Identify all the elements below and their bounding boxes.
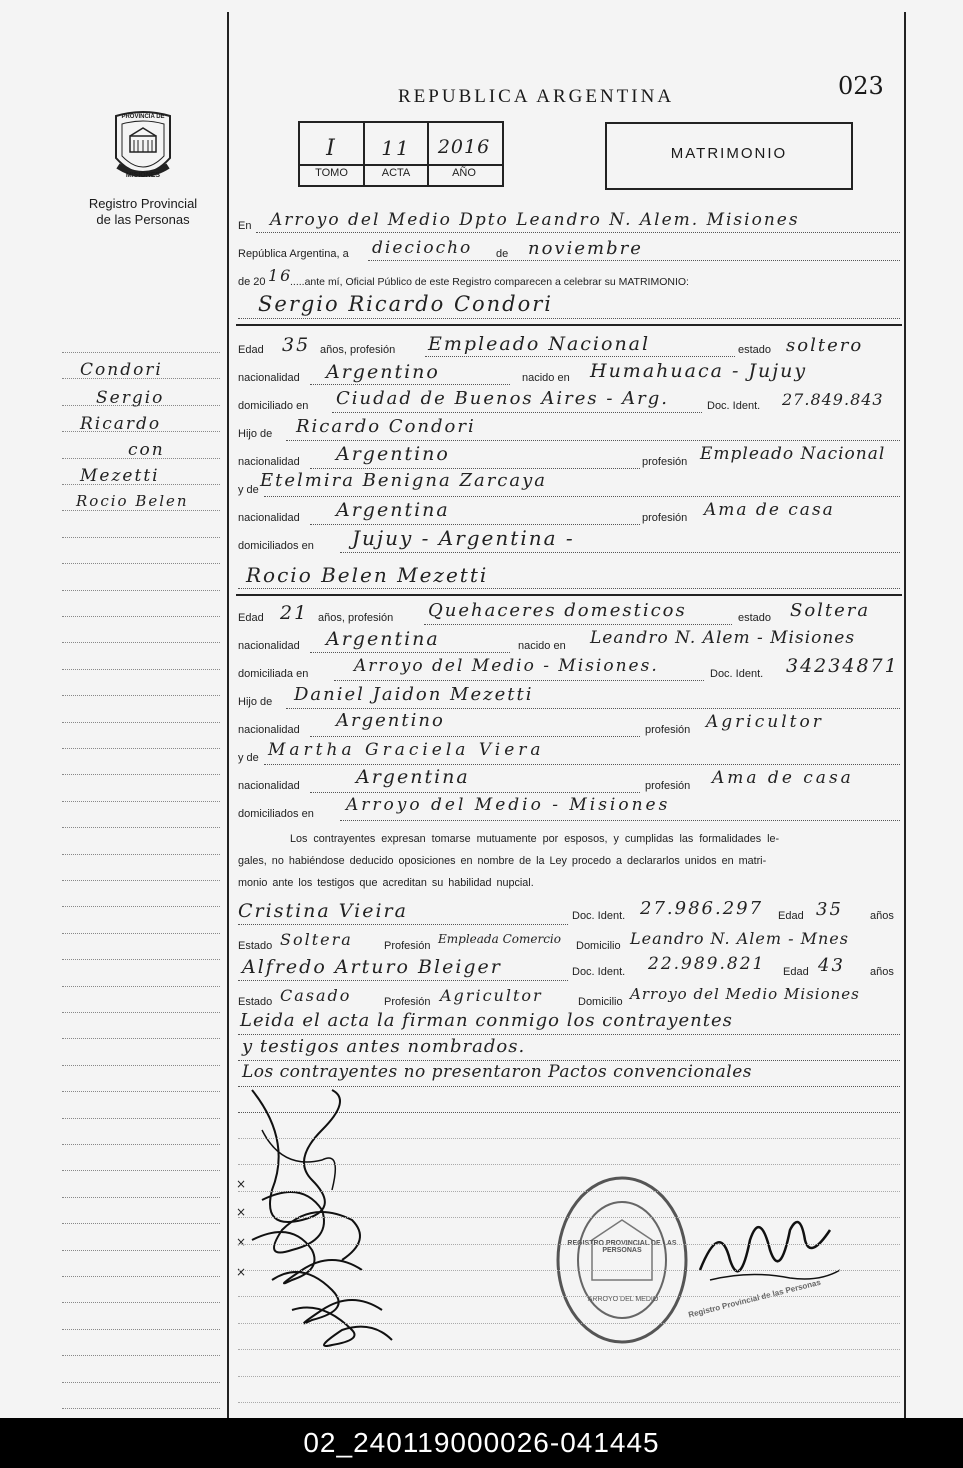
ruled-line <box>238 1270 900 1271</box>
footer-code: 02_240119000026-041445 <box>0 1418 963 1468</box>
witness2-domicilio-label: Domicilio <box>578 996 623 1008</box>
witness2-name: Alfredo Arturo Bleiger <box>242 956 502 978</box>
witness1-edad-label: Edad <box>778 910 804 922</box>
registry-name-line2: de las Personas <box>96 212 190 227</box>
margin-ruled-line <box>62 563 220 564</box>
witness1-doc: 27.986.297 <box>640 898 764 919</box>
margin-ruled-line <box>62 1382 220 1383</box>
ruled-line <box>238 1217 900 1218</box>
groom-parents-domicile-label: domiciliados en <box>238 540 314 552</box>
margin-ruled-line <box>62 695 220 696</box>
place-value: Arroyo del Medio Dpto Leandro N. Alem. Misiones <box>270 210 800 230</box>
witness2-domicile: Arroyo del Medio Misiones <box>630 985 860 1003</box>
witness2-civil-status: Casado <box>280 986 352 1005</box>
left-border-line <box>227 12 229 1418</box>
country-title: REPUBLICA ARGENTINA <box>398 86 675 107</box>
margin-ruled-line <box>62 880 220 881</box>
margin-ruled-line <box>62 774 220 775</box>
groom-mother-nationality: Argentina <box>336 499 450 521</box>
ruled-line <box>238 1402 900 1403</box>
margin-note-line6: Rocio Belen <box>76 492 189 510</box>
margin-ruled-line <box>62 1329 220 1330</box>
groom-profession-line <box>425 356 735 357</box>
witness1-profession: Empleada Comercio <box>438 932 561 946</box>
margin-ruled-line <box>62 642 220 643</box>
bride-father-nat-line <box>310 736 640 737</box>
bride-section-rule <box>236 594 902 596</box>
bride-name-line <box>238 588 900 589</box>
witness1-age: 35 <box>816 899 843 920</box>
groom-father-profession: Empleado Nacional <box>700 444 886 464</box>
groom-nacionalidad-label: nacionalidad <box>238 372 300 384</box>
groom-profesion-label: años, profesión <box>320 344 396 356</box>
svg-text:×: × <box>236 1205 247 1219</box>
ruled-line <box>238 1323 900 1324</box>
bride-doc-label: Doc. Ident. <box>710 668 764 680</box>
signatures-scribble <box>232 1070 412 1360</box>
bride-nacionalidad-label: nacionalidad <box>238 640 300 652</box>
margin-ruled-line <box>62 1118 220 1119</box>
margin-ruled-line <box>62 748 220 749</box>
witness2-estado-label: Estado <box>238 996 273 1008</box>
margin-ruled-line <box>62 1170 220 1171</box>
margin-ruled-line <box>62 933 220 934</box>
tomo-label: TOMO <box>315 167 348 179</box>
witness1-profesion-label: Profesión <box>384 940 431 952</box>
margin-ruled-line <box>62 669 220 670</box>
margin-ruled-line <box>62 616 220 617</box>
witness1-domicile: Leandro N. Alem - Mnes <box>630 929 849 948</box>
bride-profession: Quehaceres domesticos <box>428 600 687 621</box>
ruled-line <box>238 1138 900 1139</box>
bride-birthplace: Leandro N. Alem - Misiones <box>590 628 856 648</box>
bride-name: Rocio Belen Mezetti <box>246 563 489 587</box>
bride-yde-label: y de <box>238 752 259 764</box>
bride-nationality: Argentina <box>326 628 440 650</box>
bride-edad-label: Edad <box>238 612 264 624</box>
ruled-line <box>238 1376 900 1377</box>
svg-text:×: × <box>236 1177 247 1191</box>
official-stamp-text: Registro Provincial de las Personas <box>687 1277 822 1320</box>
margin-ruled-line <box>62 590 220 591</box>
groom-domicile: Ciudad de Buenos Aires - Arg. <box>336 388 670 409</box>
bride-mother-line <box>264 764 900 765</box>
groom-father-line <box>286 440 900 441</box>
groom-birthplace: Humahuaca - Jujuy <box>590 360 808 382</box>
bride-domicile: Arroyo del Medio - Misiones. <box>354 656 659 676</box>
opening-statement: .....ante mí, Oficial Público de este Registro comparecen a celebrar su MATRIMONIO: <box>290 276 689 288</box>
witness1-estado-label: Estado <box>238 940 273 952</box>
witness1-doc-label: Doc. Ident. <box>572 910 626 922</box>
bride-hijo-label: Hijo de <box>238 696 273 708</box>
groom-mother-nat-line <box>310 524 640 525</box>
ruled-line <box>238 1164 900 1165</box>
ruled-line <box>238 1244 900 1245</box>
closing-line2: y testigos antes nombrados. <box>242 1036 526 1057</box>
margin-ruled-line <box>62 1012 220 1013</box>
bride-parents-domicile-label: domiciliados en <box>238 808 314 820</box>
ano-label: AÑO <box>452 167 476 179</box>
witness1-name-line <box>238 924 568 925</box>
margin-ruled-line <box>62 1355 220 1356</box>
witness1-civil-status: Soltera <box>280 930 353 949</box>
groom-parents-domicile: Jujuy - Argentina - <box>352 526 575 550</box>
margin-ruled-line <box>62 1197 220 1198</box>
witness2-profession: Agricultor <box>440 986 543 1005</box>
bride-father-prof-label: profesión <box>645 724 691 736</box>
groom-father-nationality: Argentino <box>336 443 450 465</box>
bride-nacido-label: nacido en <box>518 640 566 652</box>
de-label: de <box>496 248 509 260</box>
groom-civil-status: soltero <box>786 335 864 356</box>
witness2-edad-label: Edad <box>783 966 809 978</box>
margin-note-line3: Ricardo <box>80 414 162 434</box>
margin-ruled-line <box>62 510 220 511</box>
bride-civil-status: Soltera <box>790 600 871 621</box>
bride-mother-nat-label: nacionalidad <box>238 780 300 792</box>
margin-ruled-line <box>62 1302 220 1303</box>
bride-father-nat-label: nacionalidad <box>238 724 300 736</box>
margin-ruled-line <box>62 1144 220 1145</box>
bride-estado-label: estado <box>738 612 772 624</box>
ruled-line <box>238 1191 900 1192</box>
margin-ruled-line <box>62 1091 220 1092</box>
groom-doc-label: Doc. Ident. <box>707 400 761 412</box>
groom-father-nat-label: nacionalidad <box>238 456 300 468</box>
witness2-doc-label: Doc. Ident. <box>572 966 626 978</box>
groom-edad-label: Edad <box>238 344 264 356</box>
month-value: noviembre <box>528 238 643 259</box>
bride-parents-domicile: Arroyo del Medio - Misiones <box>346 795 671 815</box>
bride-domicile-line <box>334 680 704 681</box>
groom-hijo-label: Hijo de <box>238 428 273 440</box>
margin-ruled-line <box>62 854 220 855</box>
margin-ruled-line <box>62 959 220 960</box>
groom-mother-nat-label: nacionalidad <box>238 512 300 524</box>
groom-father-prof-label: profesión <box>642 456 688 468</box>
year-prefix: de 20 <box>238 276 266 288</box>
day-value: dieciocho <box>372 238 473 258</box>
witness2-anos-label: años <box>870 966 894 978</box>
groom-section-rule <box>236 324 902 326</box>
stamp-center-text: ARROYO DEL MEDIO <box>587 1296 659 1303</box>
margin-ruled-line <box>62 986 220 987</box>
closing-line1: Leida el acta la firman conmigo los contrayentes <box>240 1010 733 1031</box>
bride-nationality-line <box>310 652 510 653</box>
closing-line-rule <box>238 1060 900 1061</box>
margin-ruled-line <box>62 906 220 907</box>
bride-profesion-label: años, profesión <box>318 612 394 624</box>
ano-value: 2016 <box>437 136 491 158</box>
margin-ruled-line <box>62 1038 220 1039</box>
margin-note-line2: Sergio <box>96 388 165 408</box>
groom-mother-line <box>264 496 900 497</box>
acta-value: 11 <box>381 136 411 160</box>
groom-name: Sergio Ricardo Condori <box>258 292 554 316</box>
bride-parents-domicile-line <box>340 820 900 821</box>
declaration-line3: monio ante los testigos que acreditan su habilidad nupcial. <box>238 877 534 889</box>
ruled-line <box>238 1349 900 1350</box>
svg-text:×: × <box>236 1235 247 1249</box>
groom-mother-prof-label: profesión <box>642 512 688 524</box>
margin-ruled-line <box>62 1065 220 1066</box>
bride-father-profession: Agricultor <box>706 712 824 732</box>
margin-note-line4: con <box>128 440 165 460</box>
margin-ruled-line <box>62 1276 220 1277</box>
margin-ruled-line <box>62 1250 220 1251</box>
groom-age: 35 <box>282 334 311 356</box>
ruled-line <box>238 1296 900 1297</box>
year-suffix: 16 <box>268 266 293 285</box>
groom-mother: Etelmira Benigna Zarcaya <box>260 470 548 491</box>
groom-nacido-label: nacido en <box>522 372 570 384</box>
groom-nationality: Argentino <box>326 361 440 383</box>
groom-father: Ricardo Condori <box>296 416 476 437</box>
bride-father-nationality: Argentino <box>336 710 445 731</box>
witness2-profesion-label: Profesión <box>384 996 431 1008</box>
right-border-line <box>904 12 906 1418</box>
page-number: 023 <box>838 72 884 100</box>
declaration-line2: gales, no habiéndose deducido oposiciones en nombre de la Ley procedo a declararlos unidos en matri- <box>238 855 767 867</box>
en-label: En <box>238 220 252 232</box>
witness2-age: 43 <box>818 955 845 976</box>
bride-father: Daniel Jaidon Mezetti <box>294 684 534 705</box>
registry-name <box>60 196 226 228</box>
tomo-value: I <box>326 136 337 161</box>
closing-line-rule <box>238 1034 900 1035</box>
seal-text-bottom: MISIONES <box>125 172 161 179</box>
bride-mother-nat-line <box>310 792 640 793</box>
witness1-name: Cristina Vieira <box>238 900 408 922</box>
registry-name-line1: Registro Provincial <box>88 196 198 211</box>
declaration-line1: Los contrayentes expresan tomarse mutuamente por esposos, y cumplidas las formalidades le- <box>290 833 780 845</box>
witness2-name-line <box>238 980 568 981</box>
margin-ruled-line <box>62 352 220 353</box>
margin-ruled-line <box>62 827 220 828</box>
margin-note-line5: Mezetti <box>80 466 160 486</box>
groom-yde-label: y de <box>238 484 259 496</box>
bride-doc: 34234871 <box>786 655 899 677</box>
stamp-ring-text: REGISTRO PROVINCIAL DE LAS PERSONAS <box>567 1240 677 1254</box>
bride-profession-line <box>424 624 732 625</box>
margin-ruled-line <box>62 1223 220 1224</box>
bride-domiciliada-label: domiciliada en <box>238 668 309 680</box>
acta-label: ACTA <box>381 167 411 179</box>
margin-ruled-line <box>62 537 220 538</box>
groom-domicile-line <box>332 412 702 413</box>
groom-mother-profession: Ama de casa <box>704 500 835 520</box>
closing-line3: Los contrayentes no presentaron Pactos convencionales <box>242 1062 752 1082</box>
date-line <box>368 260 900 261</box>
groom-doc: 27.849.843 <box>782 390 884 409</box>
place-line <box>256 232 900 233</box>
bride-mother: Martha Graciela Viera <box>268 740 545 760</box>
bride-mother-profession: Ama de casa <box>712 768 854 788</box>
groom-estado-label: estado <box>738 344 772 356</box>
bride-mother-prof-label: profesión <box>645 780 691 792</box>
groom-profession: Empleado Nacional <box>428 333 651 355</box>
groom-father-nat-line <box>310 468 640 469</box>
groom-name-line <box>238 318 900 319</box>
seal-text-top: PROVINCIA DE <box>121 114 165 120</box>
groom-domiciliado-label: domiciliado en <box>238 400 309 412</box>
svg-text:×: × <box>236 1265 247 1279</box>
record-type: MATRIMONIO <box>670 145 788 162</box>
margin-ruled-line <box>62 1408 220 1409</box>
witness1-anos-label: años <box>870 910 894 922</box>
margin-ruled-line <box>62 722 220 723</box>
witness2-doc: 22.989.821 <box>648 954 766 974</box>
provincial-seal <box>108 110 178 188</box>
groom-nationality-line <box>310 384 510 385</box>
bride-mother-nationality: Argentina <box>356 766 470 788</box>
margin-ruled-line <box>62 801 220 802</box>
margin-note-line1: Condori <box>80 360 163 380</box>
groom-parents-domicile-line <box>340 552 900 553</box>
republica-label: República Argentina, a <box>238 248 349 260</box>
bride-age: 21 <box>280 602 309 624</box>
record-id-label-rule <box>298 164 502 166</box>
bride-father-line <box>286 708 900 709</box>
witness1-domicilio-label: Domicilio <box>576 940 621 952</box>
